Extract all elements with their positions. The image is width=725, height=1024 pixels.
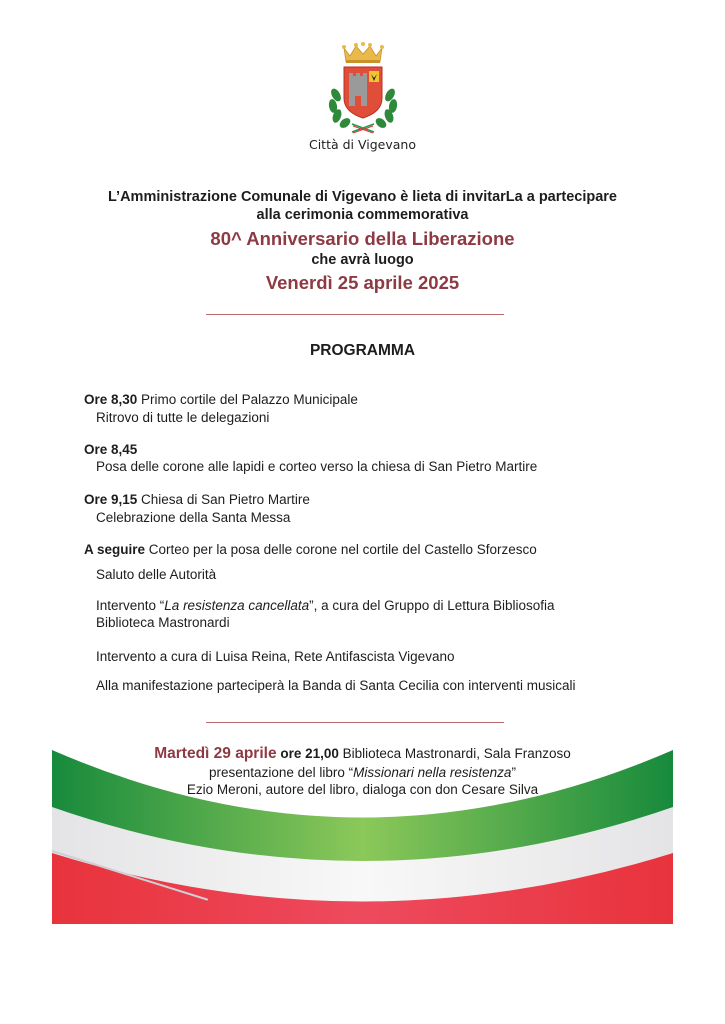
evening-time: ore 21,00: [280, 746, 339, 761]
intervento-1-line-2: Biblioteca Mastronardi: [96, 615, 230, 630]
invitation-line-1: L’Amministrazione Comunale di Vigevano è lieta di invitarLa a partecipare: [108, 189, 617, 205]
book-suffix: ”: [511, 765, 516, 780]
crown-icon: [342, 42, 384, 63]
book-title: Missionari nella resistenza: [353, 765, 512, 780]
program-detail: Ritrovo di tutte le delegazioni: [96, 410, 270, 425]
shield-icon: [344, 67, 382, 118]
intervento-suffix: ”, a cura del Gruppo di Lettura Bibliosofia: [309, 598, 555, 613]
intervento-2: Intervento a cura di Luisa Reina, Rete Antifascista Vigevano: [96, 649, 455, 664]
divider: [206, 314, 504, 315]
program-time: A seguire: [84, 542, 146, 557]
evening-date: Martedì 29 aprile: [154, 745, 277, 762]
invitation-line-3: che avrà luogo: [311, 252, 414, 268]
event-date: Venerdì 25 aprile 2025: [265, 272, 460, 293]
intervento-1: [96, 597, 555, 614]
book-prefix: presentazione del libro “: [209, 765, 354, 780]
program-place: Corteo per la posa delle corone nel cortile del Castello Sforzesco: [145, 542, 537, 557]
program-detail: Saluto delle Autorità: [96, 567, 217, 582]
event-title: 80^ Anniversario della Liberazione: [210, 228, 515, 249]
intervento-title: La resistenza cancellata: [164, 598, 310, 613]
evening-line-2: [0, 764, 725, 781]
program-time: Ore 8,30: [84, 392, 138, 407]
program-item: [84, 491, 310, 509]
program-time: Ore 8,45: [84, 442, 138, 457]
evening-place: Biblioteca Mastronardi, Sala Franzoso: [338, 746, 571, 761]
intervento-prefix: Intervento “: [96, 598, 165, 613]
evening-line-1: [0, 745, 725, 762]
city-label: Città di Vigevano: [308, 137, 417, 152]
divider: [206, 722, 504, 723]
program-item: [84, 391, 358, 409]
program-time: Ore 9,15: [84, 492, 138, 507]
coat-of-arms-logo: [312, 40, 414, 140]
banda-note: Alla manifestazione parteciperà la Banda di Santa Cecilia con interventi musicali: [96, 678, 576, 693]
program-detail: Celebrazione della Santa Messa: [96, 510, 291, 525]
program-item: [84, 541, 537, 559]
program-item: [84, 441, 137, 459]
program-detail: Posa delle corone alle lapidi e corteo verso la chiesa di San Pietro Martire: [96, 459, 538, 474]
invitation-line-2: alla cerimonia commemorativa: [256, 207, 469, 223]
program-title: PROGRAMMA: [309, 342, 416, 359]
program-place: Chiesa di San Pietro Martire: [137, 492, 310, 507]
program-place: Primo cortile del Palazzo Municipale: [137, 392, 358, 407]
evening-line-3: Ezio Meroni, autore del libro, dialoga con don Cesare Silva: [186, 782, 539, 797]
